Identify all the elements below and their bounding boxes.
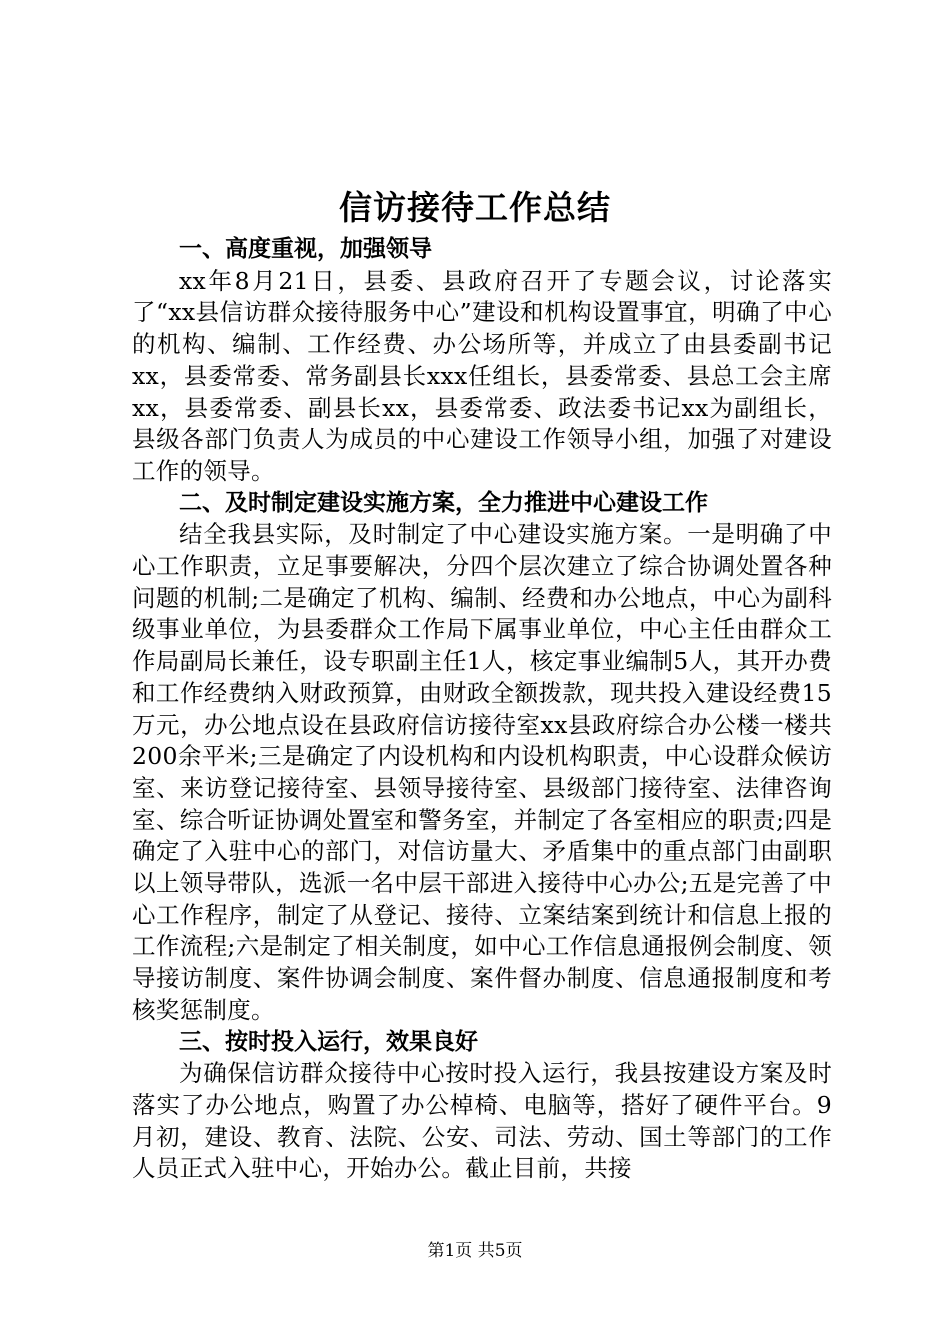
document-body	[132, 234, 832, 1185]
section-heading-2: 二、及时制定建设实施方案，全力推进中心建设工作	[179, 489, 708, 516]
page-footer: 第1页 共5页	[427, 1241, 523, 1261]
section-heading-1: 一、高度重视，加强领导	[179, 236, 432, 262]
section-heading-3: 三、按时投入运行，效果良好	[179, 1028, 478, 1055]
document-title: 信访接待工作总结	[339, 188, 611, 227]
section-paragraph-2: 结全我县实际，及时制定了中心建设实施方案。一是明确了中心工作职责，立足事要解决，分四个层次建立了综合协调处置各种问题的机制;二是确定了机构、编制、经费和办公地点，中心为副科级事业单位，为县委群众工作局下属事业单位，中心主任由群众工作局副局长兼任，设专职副主任1人，核定事业编制5人，其开办费和工作经费纳入财政预算，由财政全额拨款，现共投入建设经费15万元，办公地点设在县政府信访接待室xx县政府综合办公楼一楼共200余平米;三是确定了内设机构和内设机构职责，中心设群众候访室、来访登记接待室、县领导接待室、县级部门接待室、法律咨询室、综合听证协调处置室和警务室，并制定了各室相应的职责;四是确定了入驻中心的部门，对信访量大、矛盾集中的重点部门由副职以上领导带队，选派一名中层干部进入接待中心办公;五是完善了中心工作程序，制定了从登记、接待、立案结案到统计和信息上报的工作流程;六是制定了相关制度，如中心工作信息通报例会制度、领导接访制度、案件协调会制度、案件督办制度、信息通报制度和考核奖惩制度。	[132, 520, 832, 1024]
section-paragraph-3: 为确保信访群众接待中心按时投入运行，我县按建设方案及时落实了办公地点，购置了办公棹椅、电脑等，搭好了硬件平台。9月初，建设、教育、法院、公安、司法、劳动、国土等部门的工作人员正式入驻中心，开始办公。截止目前，共接	[132, 1059, 832, 1183]
section-paragraph-1: xx年8月21日，县委、县政府召开了专题会议，讨论落实了“xx县信访群众接待服务中心”建设和机构设置事宜，明确了中心的机构、编制、工作经费、办公场所等，并成立了由县委副书记xx，县委常委、常务副县长xxx任组长，县委常委、县总工会主席xx，县委常委、副县长xx，县委常委、政法委书记xx为副组长，县级各部门负责人为成员的中心建设工作领导小组，加强了对建设工作的领导。	[132, 266, 832, 485]
